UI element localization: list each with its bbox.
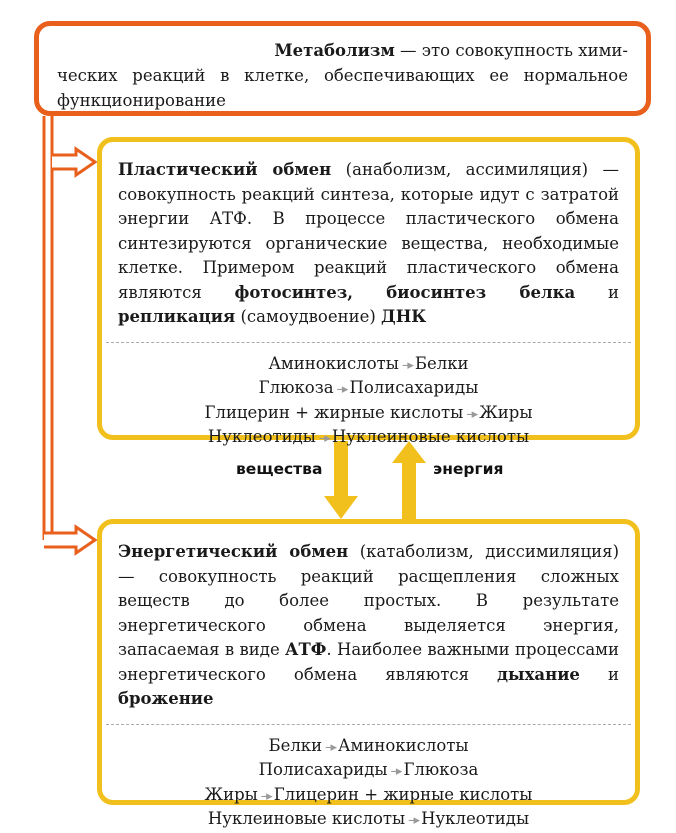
energy-separator — [106, 724, 631, 725]
reaction-to: Аминокислоты — [338, 735, 469, 755]
reaction-to: Нуклеотиды — [421, 809, 530, 828]
energy-text-1: (катаболизм, диссимиляция) — совокупность реакций расщепления сложных веществ до более простых. В результате энергетического обмена выделяется энергия, запасаемая в виде — [118, 542, 620, 659]
reaction-to: Жиры — [479, 402, 533, 422]
reaction-from: Жиры — [204, 784, 258, 804]
energy-label: энергия — [433, 460, 504, 478]
reaction-from: Полисахариды — [258, 760, 388, 779]
reaction-to: Нуклеиновые кислоты — [331, 427, 530, 446]
energy-bold-2: дыхание — [497, 664, 580, 684]
reaction-from: Нуклеиновые кислоты — [207, 809, 406, 828]
metabolism-text-1: — это совокупность хими- — [394, 41, 628, 60]
arrow-right-icon: --▸ — [318, 431, 329, 446]
reaction-to: Глюкоза — [403, 760, 479, 779]
plastic-separator — [106, 342, 631, 343]
plastic-bold-3: ДНК — [381, 307, 427, 326]
energy-exchange-box — [97, 519, 640, 828]
plastic-text-3: (самоудвоение) — [235, 307, 382, 326]
energy-bold-3: брожение — [118, 689, 214, 708]
energy-reactions — [118, 735, 619, 833]
reaction-from: Аминокислоты — [268, 353, 399, 373]
arrow-right-icon: --▸ — [260, 788, 271, 804]
energy-text-2: . Наиболее важными процессами энергетического обмена являются — [118, 640, 619, 684]
energy-text-3: и — [579, 664, 619, 684]
arrow-right-icon: --▸ — [336, 382, 347, 397]
reaction-from: Белки — [268, 735, 323, 755]
energy-reaction — [118, 759, 619, 784]
orange-arrow-to-plastic — [52, 149, 95, 175]
arrow-right-icon: --▸ — [390, 764, 401, 779]
orange-trunk-line — [44, 116, 52, 540]
arrow-right-icon: --▸ — [401, 357, 412, 373]
arrow-right-icon: --▸ — [408, 813, 419, 828]
yellow-arrow-down — [324, 441, 358, 519]
plastic-reaction — [118, 402, 619, 427]
plastic-text-2: и — [575, 282, 619, 302]
plastic-bold-2: репликация — [118, 307, 236, 326]
reaction-to: Белки — [414, 353, 469, 373]
reaction-from: Глюкоза — [258, 378, 334, 397]
plastic-exchange-box — [97, 137, 640, 446]
metabolism-first-line — [57, 38, 628, 63]
plastic-text-1: (анаболизм, ассимиляция) — совокупность реакций синтеза, которые идут с затратой энергии АТФ. В процессе пластического обмена синтезируются органические вещества, необходимые клетке. Примером реакций пластического обмена являются — [118, 160, 620, 302]
energy-bold-1: АТФ — [285, 640, 327, 659]
substances-label: вещества — [236, 460, 323, 478]
energy-reaction — [118, 735, 619, 760]
plastic-reaction — [118, 426, 619, 451]
energy-description — [118, 540, 619, 712]
plastic-description — [118, 158, 619, 330]
plastic-bold-1: фотосинтез, биосинтез белка — [234, 282, 576, 302]
yellow-arrow-up — [392, 441, 426, 519]
reaction-from: Нуклеотиды — [207, 427, 316, 446]
plastic-reaction — [118, 377, 619, 402]
energy-term: Энергетический обмен — [118, 542, 349, 561]
energy-reaction — [118, 784, 619, 809]
reaction-from: Глицерин + жирные кислоты — [204, 402, 464, 422]
reaction-to: Глицерин + жирные кислоты — [273, 784, 533, 804]
plastic-term: Пластический обмен — [118, 160, 332, 179]
metabolism-definition-box — [34, 21, 651, 116]
arrow-right-icon: --▸ — [466, 406, 477, 422]
arrow-right-icon: --▸ — [325, 739, 336, 755]
energy-reaction — [118, 808, 619, 833]
metabolism-term: Метаболизм — [274, 41, 395, 60]
plastic-reactions — [118, 353, 619, 451]
reaction-to: Полисахариды — [349, 378, 479, 397]
metabolism-text-2: ческих реакций в клетке, обеспечивающих ее нормальное функционирование — [57, 66, 628, 110]
plastic-reaction — [118, 353, 619, 378]
